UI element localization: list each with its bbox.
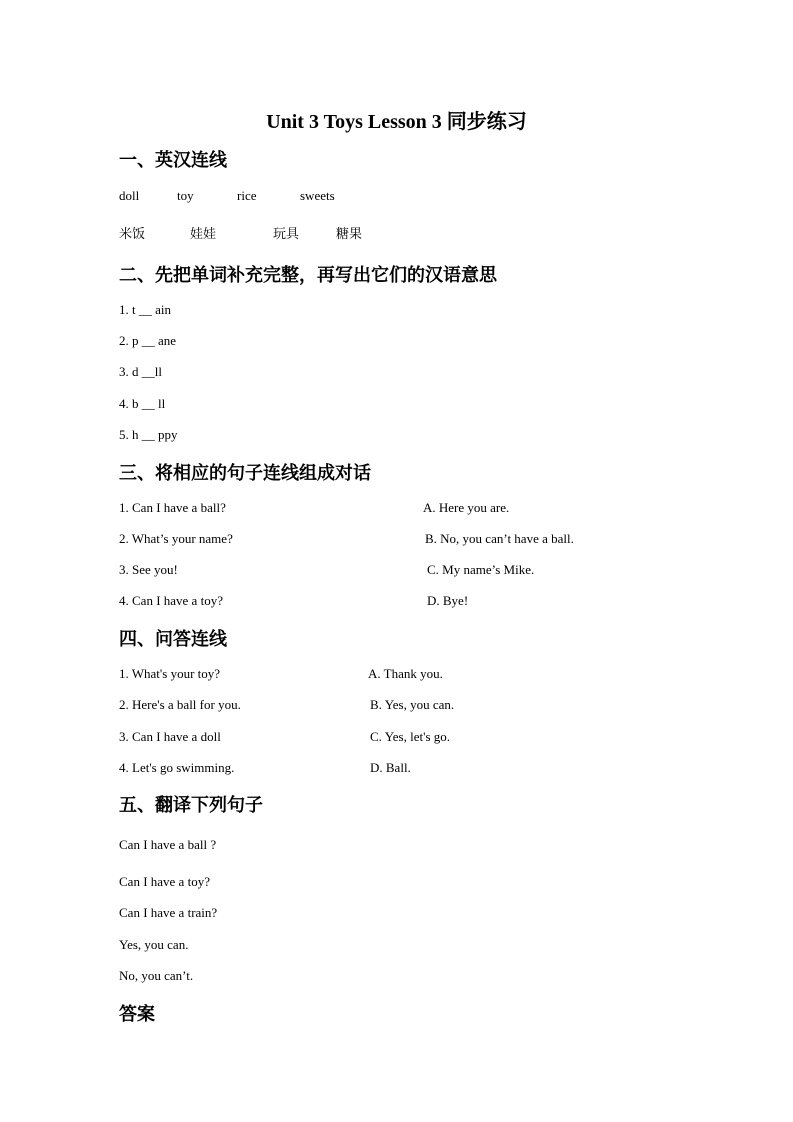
section-5-heading: 五、翻译下列句子 xyxy=(119,795,263,816)
chinese-word: 糖果 xyxy=(336,227,363,242)
question-item: 3. See you! xyxy=(119,562,178,577)
english-word: rice xyxy=(237,188,257,203)
answer-item: B. No, you can’t have a ball. xyxy=(425,531,574,546)
chinese-word: 玩具 xyxy=(273,227,300,242)
translate-item: Can I have a ball ? xyxy=(119,837,217,852)
answer-item: D. Ball. xyxy=(370,760,411,775)
question-item: 1. Can I have a ball? xyxy=(119,500,226,515)
answer-item: A. Here you are. xyxy=(423,500,510,515)
answer-item: A. Thank you. xyxy=(368,666,443,681)
question-item: 4. Let's go swimming. xyxy=(119,760,235,775)
section-2-heading: 二、先把单词补充完整，再写出它们的汉语意思 xyxy=(119,265,497,286)
question-item: 2. Here's a ball for you. xyxy=(119,697,241,712)
question-item: 1. What's your toy? xyxy=(119,666,221,681)
fill-in-item: 5. h __ ppy xyxy=(119,427,178,442)
answers-heading: 答案 xyxy=(119,1004,155,1025)
translate-item: Yes, you can. xyxy=(119,937,189,952)
question-item: 2. What’s your name? xyxy=(119,531,233,546)
section-3-heading: 三、将相应的句子连线组成对话 xyxy=(119,463,371,484)
page-title: Unit 3 Toys Lesson 3 同步练习 xyxy=(266,111,527,133)
answer-item: D. Bye! xyxy=(427,593,469,608)
answer-item: B. Yes, you can. xyxy=(370,697,455,712)
answer-item: C. Yes, let's go. xyxy=(370,729,450,744)
section-1-heading: 一、英汉连线 xyxy=(119,150,227,171)
chinese-word: 米饭 xyxy=(119,227,146,242)
english-word: doll xyxy=(119,188,140,203)
fill-in-item: 3. d __ll xyxy=(119,364,162,379)
question-item: 4. Can I have a toy? xyxy=(119,593,223,608)
english-word: toy xyxy=(177,188,194,203)
question-item: 3. Can I have a doll xyxy=(119,729,221,744)
fill-in-item: 4. b __ ll xyxy=(119,396,166,411)
english-word: sweets xyxy=(300,188,335,203)
fill-in-item: 2. p __ ane xyxy=(119,333,177,348)
chinese-word: 娃娃 xyxy=(190,227,217,242)
translate-item: Can I have a toy? xyxy=(119,874,210,889)
section-4-heading: 四、问答连线 xyxy=(119,629,227,650)
translate-item: No, you can’t. xyxy=(119,968,194,983)
translate-item: Can I have a train? xyxy=(119,905,218,920)
answer-item: C. My name’s Mike. xyxy=(427,562,535,577)
fill-in-item: 1. t __ ain xyxy=(119,302,171,317)
